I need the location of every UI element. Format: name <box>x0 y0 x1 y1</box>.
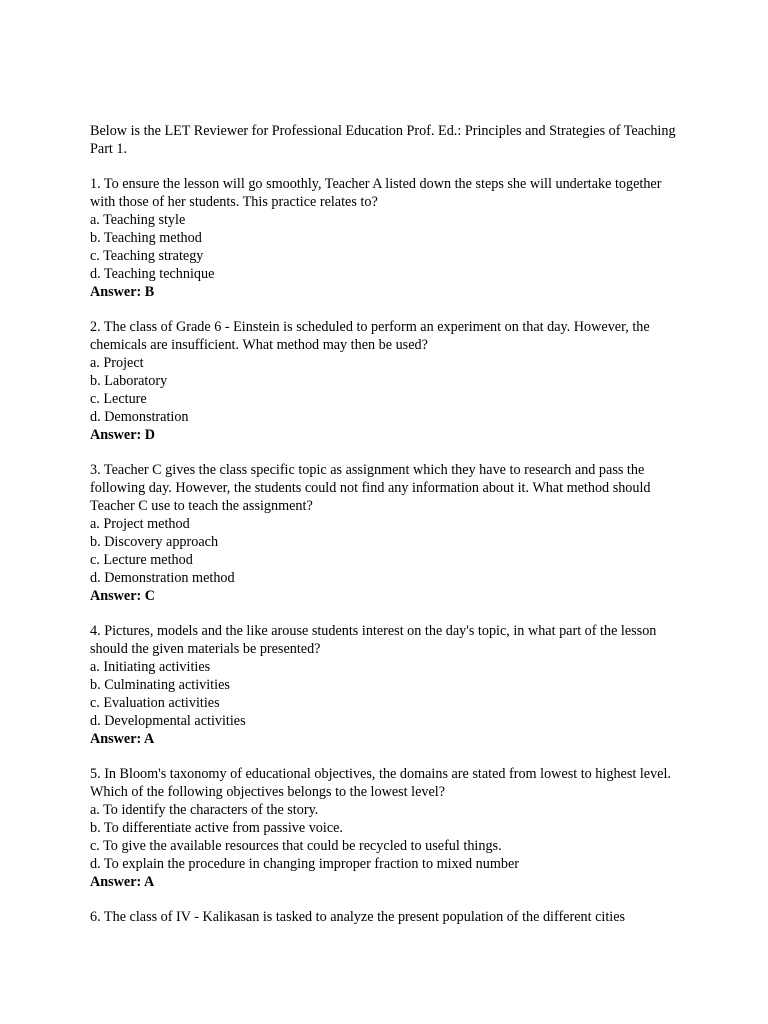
intro-paragraph: Below is the LET Reviewer for Professional Education Prof. Ed.: Principles and Strategies of Teaching Part 1. <box>90 123 676 157</box>
answer-label: Answer: C <box>90 588 156 604</box>
choice-a: a. To identify the characters of the story. <box>90 802 319 818</box>
spacer <box>90 444 680 461</box>
choice-c: c. Lecture <box>90 391 147 407</box>
question-3 <box>90 461 680 605</box>
question-1 <box>90 175 680 301</box>
spacer <box>90 301 680 318</box>
question-4 <box>90 622 680 748</box>
question-text: 1. To ensure the lesson will go smoothly, Teacher A listed down the steps she will undertake together with those of her students. This practice relates to? <box>90 176 662 210</box>
choice-b: b. Teaching method <box>90 230 202 246</box>
question-text: 3. Teacher C gives the class specific topic as assignment which they have to research and pass the following day. However, the students could not find any information about it. What method should Teacher C use to teach the assignment? <box>90 462 651 514</box>
question-6-text: 6. The class of IV - Kalikasan is tasked to analyze the present population of the different cities <box>90 909 626 925</box>
spacer <box>90 748 680 765</box>
choice-c: c. Teaching strategy <box>90 248 204 264</box>
choice-b: b. Discovery approach <box>90 534 219 550</box>
choice-c: c. Evaluation activities <box>90 695 220 711</box>
question-2 <box>90 318 680 444</box>
question-text: 5. In Bloom's taxonomy of educational objectives, the domains are stated from lowest to highest level. Which of the following objectives belongs to the lowest level? <box>90 766 671 800</box>
choice-b: b. Culminating activities <box>90 677 230 693</box>
choice-d: d. To explain the procedure in changing improper fraction to mixed number <box>90 856 519 872</box>
choice-a: a. Initiating activities <box>90 659 211 675</box>
choice-c: c. Lecture method <box>90 552 193 568</box>
choice-d: d. Demonstration method <box>90 570 235 586</box>
spacer <box>90 158 680 175</box>
choice-a: a. Teaching style <box>90 212 186 228</box>
choice-a: a. Project <box>90 355 144 371</box>
question-5 <box>90 765 680 891</box>
answer-label: Answer: A <box>90 731 155 747</box>
choice-b: b. To differentiate active from passive voice. <box>90 820 343 836</box>
question-text: 2. The class of Grade 6 - Einstein is scheduled to perform an experiment on that day. However, the chemicals are insufficient. What method may then be used? <box>90 319 650 353</box>
spacer <box>90 891 680 908</box>
choice-a: a. Project method <box>90 516 190 532</box>
question-text: 4. Pictures, models and the like arouse students interest on the day's topic, in what part of the lesson should the given materials be presented? <box>90 623 657 657</box>
answer-label: Answer: B <box>90 284 155 300</box>
document-body <box>90 122 680 926</box>
choice-d: d. Developmental activities <box>90 713 246 729</box>
answer-label: Answer: D <box>90 427 156 443</box>
choice-b: b. Laboratory <box>90 373 168 389</box>
choice-c: c. To give the available resources that could be recycled to useful things. <box>90 838 502 854</box>
answer-label: Answer: A <box>90 874 155 890</box>
choice-d: d. Teaching technique <box>90 266 215 282</box>
spacer <box>90 605 680 622</box>
choice-d: d. Demonstration <box>90 409 189 425</box>
